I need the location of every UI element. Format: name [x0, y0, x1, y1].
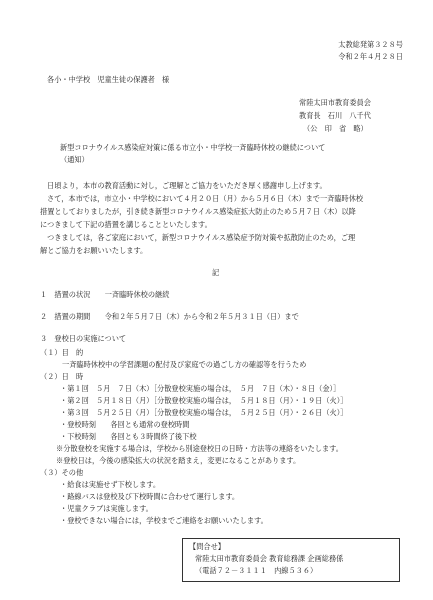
body-paragraph-line: 措置としておりましたが，引き続き新型コロナウイルス感染症拡大防止のため５月７日（木）以降	[40, 207, 356, 216]
schedule-row: ・登校時刻 各回とも通常の登校時間	[60, 420, 190, 429]
subsection-purpose-heading: （１）目 的	[40, 348, 84, 357]
schedule-row: ・第３回 ５月２５日（月）［分散登校実施の場合は， ５月２５日（月）・２６日（火）］	[60, 408, 348, 417]
other-item: ・給食は実施せず下校します。	[60, 480, 161, 489]
sender-name: 教育長 石川 八千代	[299, 111, 371, 120]
schedule-row: ・下校時刻 各回とも３時間終了後下校	[60, 432, 197, 441]
item-1-status: １ 措置の状況 一斉臨時休校の継続	[40, 290, 170, 299]
other-item: ・登校できない場合には，学校までご連絡をお願いいたします。	[60, 516, 268, 525]
sender-organization: 常陸太田市教育委員会	[299, 98, 371, 107]
document-number: 太教総発第３２８号	[338, 40, 403, 49]
addressee: 各小・中学校 児童生徒の保護者 様	[47, 75, 170, 84]
schedule-note: ※登校日は，今後の感染拡大の状況を踏まえ，変更になることがあります。	[56, 456, 301, 465]
contact-office: 常陸太田市教育委員会 教育総務課 企画総務係	[195, 554, 344, 563]
ki-heading: 記	[212, 268, 220, 277]
contact-box	[182, 538, 400, 582]
schedule-row: ・第２回 ５月１８日（月）［分散登校実施の場合は， ５月１８日（月）・１９日（火）］	[60, 396, 348, 405]
document-date: 令和２年４月２８日	[338, 52, 403, 61]
contact-heading: 【問合せ】	[189, 542, 225, 551]
schedule-note: ※分散登校を実施する場合は，学校から別途登校日の日時・方法等の連絡をいたします。	[56, 444, 343, 453]
subsection-other-heading: （３）その他	[40, 468, 84, 477]
body-paragraph-line: つきましては，各ご家庭において，新型コロナウイルス感染症予防対策や拡散防止のため，ご理	[47, 233, 356, 242]
other-item: ・児童クラブは実施します。	[60, 504, 153, 513]
other-item: ・路線バスは登校及び下校時間に合わせて運行します。	[60, 492, 240, 501]
schedule-row: ・第１回 ５月 ７日（木）［分散登校実施の場合は， ５月 ７日（木）・８日（金）］	[60, 384, 341, 393]
document-title-suffix: （通知）	[60, 155, 89, 164]
body-paragraph-line: 解とご協力をお願いいたします。	[40, 246, 148, 255]
document-title: 新型コロナウイルス感染症対策に係る市立小・中学校一斉臨時休校の継続について	[60, 143, 326, 152]
seal-omitted-note: （公 印 省 略）	[303, 124, 368, 133]
subsection-purpose-body: 一斉臨時休校中の学習課題の配付及び家庭での過ごし方の確認等を行うため	[62, 360, 307, 369]
subsection-schedule-heading: （２）日 時	[40, 372, 84, 381]
contact-phone: （電話７２－３１１１ 内線５３６）	[195, 566, 318, 575]
item-2-period: ２ 措置の期間 令和２年５月７日（木）から令和２年５月３１日（日）まで	[40, 312, 299, 321]
body-paragraph-line: につきまして下記の措置を講じることといたします。	[40, 220, 212, 229]
item-3-school-days: ３ 登校日の実施について	[40, 334, 127, 343]
body-paragraph-line: さて，本市では，市立小・中学校において４月２０日（月）から５月６日（木）まで一斉臨時休校	[47, 194, 364, 203]
greeting-paragraph: 日頃より，本市の教育活動に対し，ご理解とご協力をいただき厚く感謝申し上げます。	[47, 181, 327, 190]
